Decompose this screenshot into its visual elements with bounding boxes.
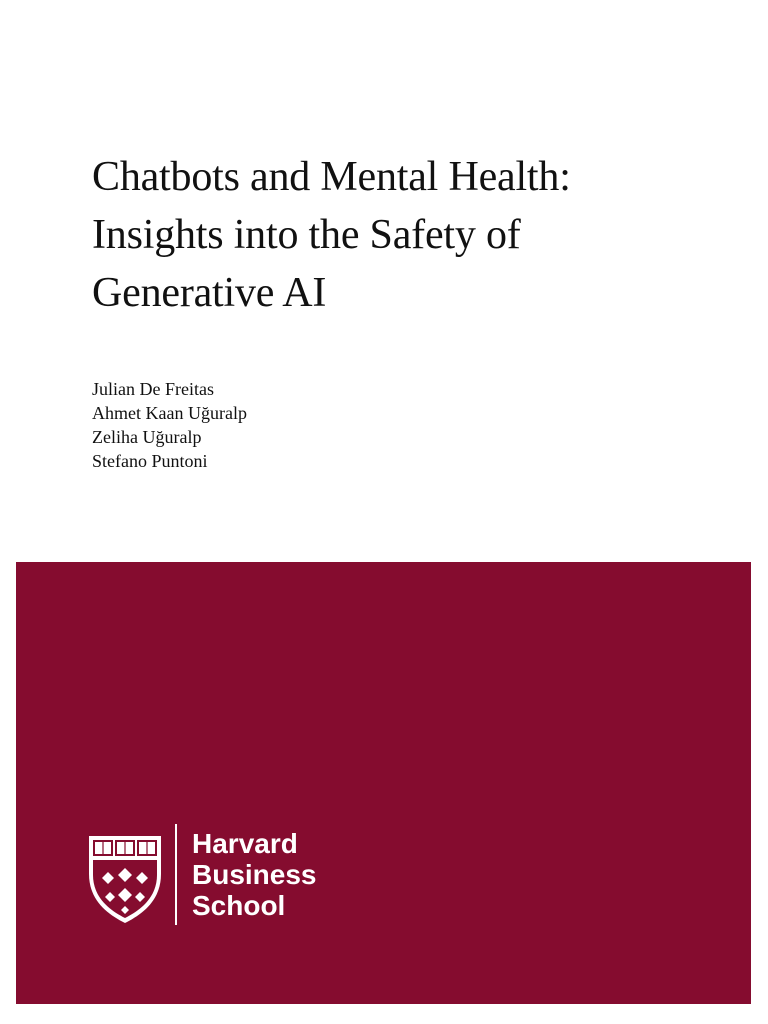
title-line-2: Insights into the Safety of <box>92 212 521 258</box>
logo-divider <box>175 824 177 925</box>
wordmark-line-harvard: Harvard <box>192 828 298 859</box>
document-title <box>92 148 712 322</box>
title-line-1: Chatbots and Mental Health: <box>92 154 571 200</box>
wordmark-line-school: School <box>192 890 286 921</box>
author-name: Ahmet Kaan Uğuralp <box>92 403 247 423</box>
author-list <box>92 377 247 473</box>
author-name: Zeliha Uğuralp <box>92 427 202 447</box>
hbs-logo <box>88 824 348 934</box>
wordmark-line-business: Business <box>192 859 317 890</box>
author-name: Julian De Freitas <box>92 379 214 399</box>
brand-panel <box>16 562 751 1004</box>
title-line-3: Generative AI <box>92 270 327 316</box>
hbs-wordmark <box>192 828 317 921</box>
author-name: Stefano Puntoni <box>92 451 208 471</box>
hbs-shield-icon <box>88 834 162 924</box>
